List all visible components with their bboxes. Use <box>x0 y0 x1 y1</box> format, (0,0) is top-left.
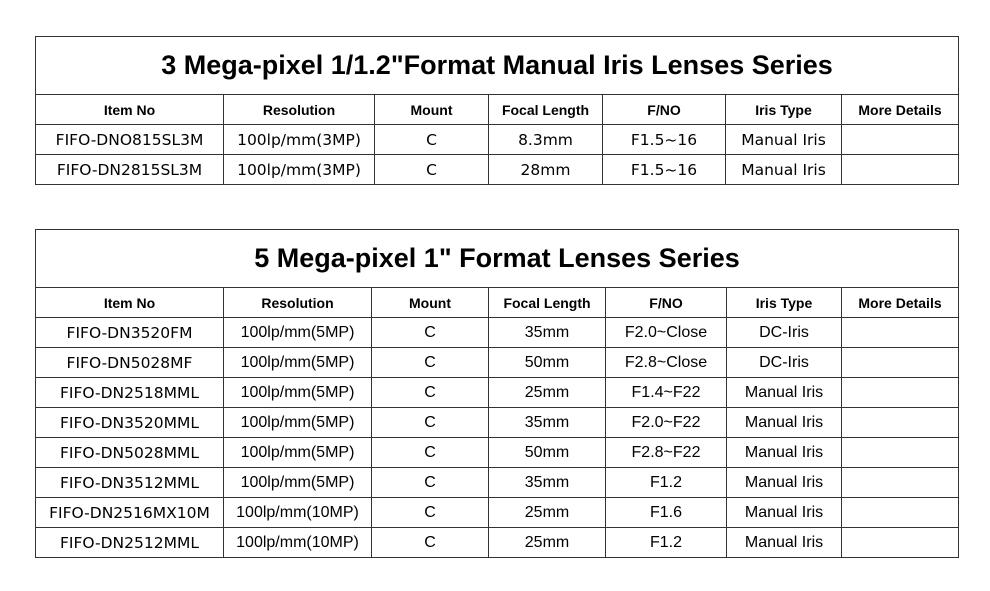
iris-type-cell: Manual Iris <box>726 125 842 155</box>
table-row <box>36 318 959 348</box>
header-iris-type: Iris Type <box>727 288 842 318</box>
fno-cell: F2.0~F22 <box>606 408 727 438</box>
iris-type-cell: DC-Iris <box>727 318 842 348</box>
fno-cell: F2.0~Close <box>606 318 727 348</box>
iris-type-cell: Manual Iris <box>727 468 842 498</box>
more-details-cell[interactable] <box>842 125 959 155</box>
mount-cell: C <box>375 125 489 155</box>
resolution-cell: 100lp/mm(5MP) <box>224 348 372 378</box>
header-fno: F/NO <box>603 95 726 125</box>
header-more-details: More Details <box>842 95 959 125</box>
header-item-no: Item No <box>36 95 224 125</box>
focal-length-cell: 25mm <box>489 528 606 558</box>
item-no-cell: FIFO-DN2512MML <box>36 528 224 558</box>
mount-cell: C <box>372 378 489 408</box>
iris-type-cell: Manual Iris <box>727 378 842 408</box>
table-row <box>36 348 959 378</box>
table-row <box>36 468 959 498</box>
item-no-cell: FIFO-DN2518MML <box>36 378 224 408</box>
resolution-cell: 100lp/mm(3MP) <box>224 155 375 185</box>
mount-cell: C <box>372 318 489 348</box>
table-row <box>36 125 959 155</box>
resolution-cell: 100lp/mm(5MP) <box>224 378 372 408</box>
focal-length-cell: 35mm <box>489 318 606 348</box>
resolution-cell: 100lp/mm(5MP) <box>224 438 372 468</box>
header-item-no: Item No <box>36 288 224 318</box>
more-details-cell[interactable] <box>842 318 959 348</box>
focal-length-cell: 50mm <box>489 348 606 378</box>
fno-cell: F2.8~F22 <box>606 438 727 468</box>
resolution-cell: 100lp/mm(5MP) <box>224 468 372 498</box>
iris-type-cell: Manual Iris <box>727 498 842 528</box>
resolution-cell: 100lp/mm(5MP) <box>224 318 372 348</box>
table-row <box>36 378 959 408</box>
iris-type-cell: Manual Iris <box>727 528 842 558</box>
item-no-cell: FIFO-DN2815SL3M <box>36 155 224 185</box>
resolution-cell: 100lp/mm(10MP) <box>224 498 372 528</box>
header-resolution: Resolution <box>224 95 375 125</box>
focal-length-cell: 35mm <box>489 408 606 438</box>
header-focal-length: Focal Length <box>489 288 606 318</box>
item-no-cell: FIFO-DN5028MF <box>36 348 224 378</box>
focal-length-cell: 8.3mm <box>489 125 603 155</box>
focal-length-cell: 25mm <box>489 378 606 408</box>
mount-cell: C <box>372 468 489 498</box>
fno-cell: F1.6 <box>606 498 727 528</box>
focal-length-cell: 28mm <box>489 155 603 185</box>
more-details-cell[interactable] <box>842 348 959 378</box>
table-3mp-lenses <box>35 36 959 185</box>
header-fno: F/NO <box>606 288 727 318</box>
resolution-cell: 100lp/mm(5MP) <box>224 408 372 438</box>
mount-cell: C <box>372 498 489 528</box>
table-row <box>36 498 959 528</box>
iris-type-cell: Manual Iris <box>727 438 842 468</box>
header-resolution: Resolution <box>224 288 372 318</box>
table-row <box>36 155 959 185</box>
more-details-cell[interactable] <box>842 468 959 498</box>
focal-length-cell: 25mm <box>489 498 606 528</box>
table-row <box>36 438 959 468</box>
more-details-cell[interactable] <box>842 438 959 468</box>
iris-type-cell: DC-Iris <box>727 348 842 378</box>
resolution-cell: 100lp/mm(10MP) <box>224 528 372 558</box>
fno-cell: F1.2 <box>606 528 727 558</box>
focal-length-cell: 35mm <box>489 468 606 498</box>
more-details-cell[interactable] <box>842 378 959 408</box>
header-focal-length: Focal Length <box>489 95 603 125</box>
header-more-details: More Details <box>842 288 959 318</box>
focal-length-cell: 50mm <box>489 438 606 468</box>
more-details-cell[interactable] <box>842 498 959 528</box>
iris-type-cell: Manual Iris <box>726 155 842 185</box>
item-no-cell: FIFO-DN5028MML <box>36 438 224 468</box>
more-details-cell[interactable] <box>842 528 959 558</box>
more-details-cell[interactable] <box>842 155 959 185</box>
header-mount: Mount <box>375 95 489 125</box>
fno-cell: F1.5~16 <box>603 125 726 155</box>
mount-cell: C <box>372 348 489 378</box>
table-5mp-lenses <box>35 229 959 558</box>
fno-cell: F1.4~F22 <box>606 378 727 408</box>
item-no-cell: FIFO-DN3520MML <box>36 408 224 438</box>
header-iris-type: Iris Type <box>726 95 842 125</box>
item-no-cell: FIFO-DN3512MML <box>36 468 224 498</box>
iris-type-cell: Manual Iris <box>727 408 842 438</box>
more-details-cell[interactable] <box>842 408 959 438</box>
item-no-cell: FIFO-DN2516MX10M <box>36 498 224 528</box>
resolution-cell: 100lp/mm(3MP) <box>224 125 375 155</box>
item-no-cell: FIFO-DN3520FM <box>36 318 224 348</box>
fno-cell: F1.2 <box>606 468 727 498</box>
table-row <box>36 408 959 438</box>
table-title: 5 Mega-pixel 1" Format Lenses Series <box>36 230 959 288</box>
fno-cell: F2.8~Close <box>606 348 727 378</box>
item-no-cell: FIFO-DNO815SL3M <box>36 125 224 155</box>
mount-cell: C <box>372 408 489 438</box>
fno-cell: F1.5~16 <box>603 155 726 185</box>
header-mount: Mount <box>372 288 489 318</box>
mount-cell: C <box>375 155 489 185</box>
mount-cell: C <box>372 438 489 468</box>
mount-cell: C <box>372 528 489 558</box>
table-row <box>36 528 959 558</box>
table-title: 3 Mega-pixel 1/1.2"Format Manual Iris Lenses Series <box>36 37 959 95</box>
